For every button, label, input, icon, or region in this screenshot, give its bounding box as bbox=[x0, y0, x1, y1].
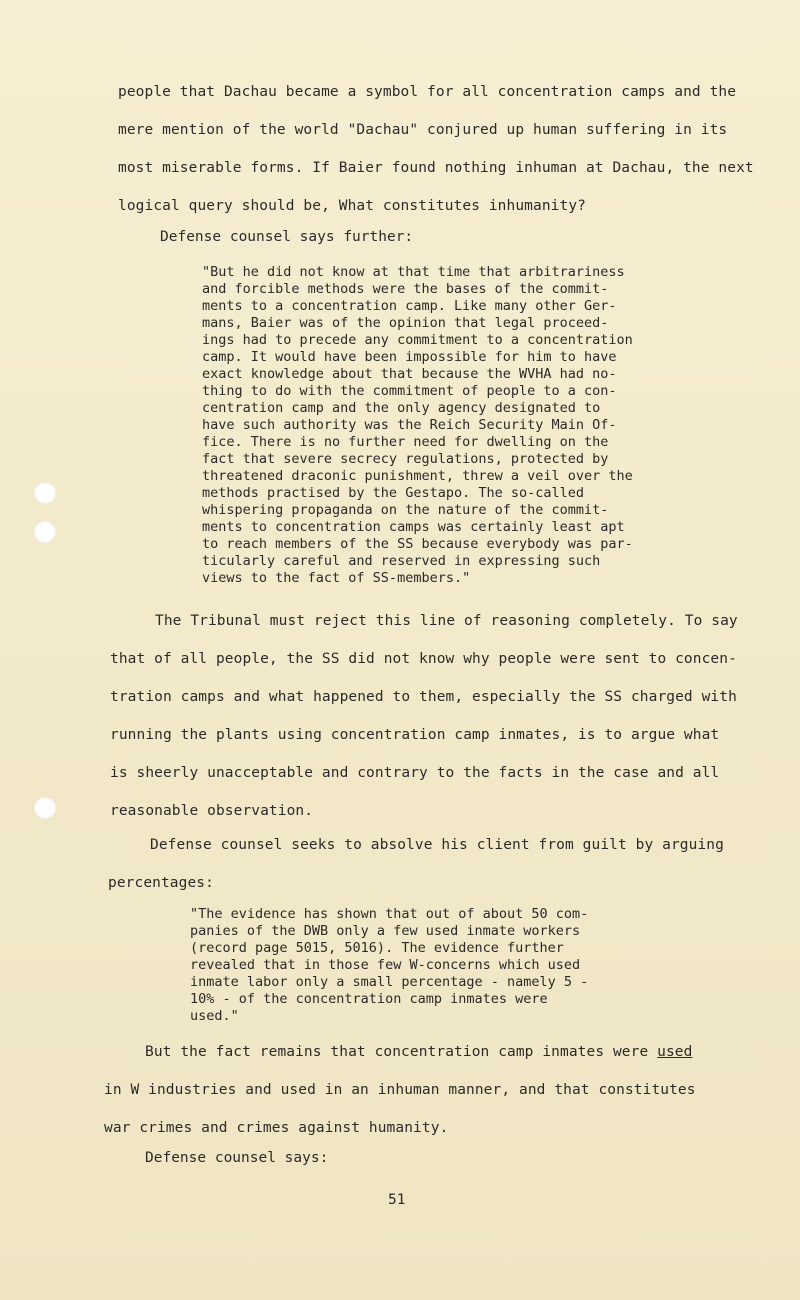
text-line: tration camps and what happened to them, especially the SS charged with bbox=[110, 689, 737, 705]
text-line: most miserable forms. If Baier found nothing inhuman at Dachau, the next bbox=[118, 160, 754, 176]
text-line: people that Dachau became a symbol for all concentration camps and the bbox=[118, 84, 737, 100]
text-line: percentages: bbox=[108, 875, 214, 891]
quote-line: thing to do with the commitment of people to a con- bbox=[202, 383, 617, 399]
text-line bbox=[104, 1033, 696, 1071]
quote-line: ings had to precede any commitment to a concentration bbox=[202, 332, 633, 348]
quote-line: whispering propaganda on the nature of the commit- bbox=[202, 502, 609, 518]
quote-line: threatened draconic punishment, threw a veil over the bbox=[202, 468, 633, 484]
text-line: The Tribunal must reject this line of reasoning completely. To say bbox=[155, 613, 738, 629]
page-number: 51 bbox=[388, 1192, 406, 1208]
quote-line: methods practised by the Gestapo. The so-called bbox=[202, 485, 585, 501]
quote-line: views to the fact of SS-members." bbox=[202, 570, 471, 586]
text-line: that of all people, the SS did not know why people were sent to concen- bbox=[110, 651, 737, 667]
quote-line: exact knowledge about that because the WVHA had no- bbox=[202, 366, 617, 382]
quote-line: fact that severe secrecy regulations, protected by bbox=[202, 451, 609, 467]
quote-line: "The evidence has shown that out of about 50 com- bbox=[190, 906, 589, 922]
quote-line: panies of the DWB only a few used inmate workers bbox=[190, 923, 581, 939]
punch-hole bbox=[34, 482, 56, 504]
intro-defense-says-further: Defense counsel says further: bbox=[160, 229, 414, 245]
text-line: in W industries and used in an inhuman manner, and that constitutes bbox=[104, 1082, 696, 1098]
quote-line: revealed that in those few W-concerns which used bbox=[190, 957, 581, 973]
quote-line: used." bbox=[190, 1008, 239, 1024]
text-fragment: But the fact remains that concentration camp inmates were bbox=[145, 1044, 658, 1060]
paragraph-2 bbox=[110, 602, 738, 830]
quote-line: ticularly careful and reserved in expressing such bbox=[202, 553, 601, 569]
quote-line: 10% - of the concentration camp inmates were bbox=[190, 991, 548, 1007]
paragraph-4 bbox=[104, 1033, 696, 1147]
text-line: Defense counsel seeks to absolve his client from guilt by arguing bbox=[150, 837, 724, 853]
quote-line: (record page 5015, 5016). The evidence further bbox=[190, 940, 564, 956]
text-line: war crimes and crimes against humanity. bbox=[104, 1120, 449, 1136]
quote-line: ments to a concentration camp. Like many other Ger- bbox=[202, 298, 617, 314]
text-line: running the plants using concentration camp inmates, is to argue what bbox=[110, 727, 720, 743]
quote-block-2 bbox=[190, 906, 588, 1025]
text-line: mere mention of the world "Dachau" conjured up human suffering in its bbox=[118, 122, 728, 138]
text-line: reasonable observation. bbox=[110, 803, 314, 819]
intro-defense-says: Defense counsel says: bbox=[145, 1150, 329, 1166]
quote-line: "But he did not know at that time that arbitrariness bbox=[202, 264, 625, 280]
quote-line: to reach members of the SS because everybody was par- bbox=[202, 536, 633, 552]
paragraph-3 bbox=[108, 826, 724, 902]
punch-hole bbox=[34, 521, 56, 543]
quote-line: have such authority was the Reich Security Main Of- bbox=[202, 417, 617, 433]
quote-block-1 bbox=[202, 264, 633, 587]
punch-hole bbox=[34, 797, 56, 819]
quote-line: fice. There is no further need for dwelling on the bbox=[202, 434, 609, 450]
paragraph-1 bbox=[118, 73, 754, 225]
quote-line: centration camp and the only agency designated to bbox=[202, 400, 601, 416]
quote-line: ments to concentration camps was certainly least apt bbox=[202, 519, 625, 535]
text-line: is sheerly unacceptable and contrary to the facts in the case and all bbox=[110, 765, 720, 781]
quote-line: inmate labor only a small percentage - namely 5 - bbox=[190, 974, 589, 990]
text-line: logical query should be, What constitutes inhumanity? bbox=[118, 198, 586, 214]
quote-line: mans, Baier was of the opinion that legal proceed- bbox=[202, 315, 609, 331]
underlined-word: used bbox=[657, 1044, 693, 1060]
quote-line: and forcible methods were the bases of the commit- bbox=[202, 281, 609, 297]
quote-line: camp. It would have been impossible for him to have bbox=[202, 349, 617, 365]
